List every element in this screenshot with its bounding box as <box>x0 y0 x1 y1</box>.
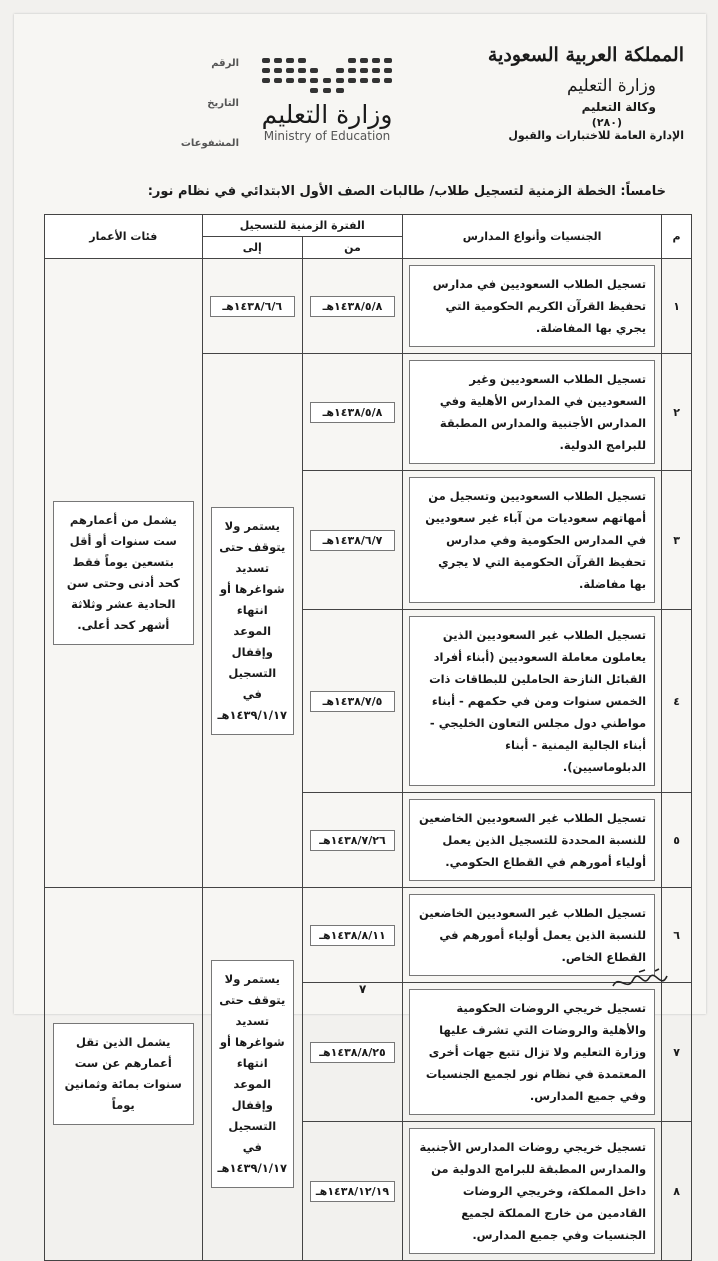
ministry-name: وزارة التعليم <box>567 76 656 96</box>
age-group-1: يشمل من أعمارهم ست سنوات أو أقل بتسعين يوماً فقط كحد أدنى وحتى سن الحادية عشر وثلاثة أشهر كحد أعلى. <box>53 501 194 645</box>
logo-english-text: Ministry of Education <box>263 129 391 143</box>
document-page <box>14 14 706 1242</box>
row-description: تسجيل الطلاب السعوديين في مدارس تحفيظ القرآن الكريم الحكومية التي يجري بها المفاضلة. <box>409 265 655 347</box>
row-description: تسجيل الطلاب غير السعوديين الخاضعين للنسبة المحددة للتسجيل الذين يعمل أولياء أمورهم في القطاع الحكومي. <box>409 799 655 881</box>
attachments-label: المشفوعات <box>180 138 239 149</box>
header-ages: فئات الأعمار <box>45 215 203 259</box>
date-label: التاريخ <box>207 98 239 109</box>
row-number: ١ <box>662 259 692 354</box>
continuous-note-1: يستمر ولا يتوقف حتى تسديد شواغرها أو انتهاء الموعد وإقفال التسجيل في ١٤٣٩/١/١٧هـ <box>211 507 294 735</box>
row-description: تسجيل الطلاب غير السعوديين الخاضعين للنسبة الذين يعمل أولياء أمورهم في القطاع الخاص. <box>409 894 655 976</box>
number-label: الرقم <box>211 58 239 69</box>
row-number: ٤ <box>662 610 692 793</box>
ministry-dots-icon <box>252 54 402 98</box>
row-number: ٦ <box>662 888 692 983</box>
agency-name: وكالة التعليم <box>581 100 656 114</box>
age-group-2: يشمل الذين تقل أعمارهم عن ست سنوات بمائة وثمانين يوماً <box>53 1023 194 1125</box>
header-period: الفترة الزمنية للتسجيل <box>202 215 402 237</box>
table-row <box>45 888 692 983</box>
date-from: ١٤٣٨/٧/٥هـ <box>310 691 395 712</box>
department-name: الإدارة العامة للاختبارات والقبول <box>508 129 684 142</box>
date-from: ١٤٣٨/٧/٢٦هـ <box>310 830 395 851</box>
row-description: تسجيل خريجي الروضات الحكومية والأهلية والروضات التي تشرف عليها وزارة التعليم ولا تزال تتبع جهات أخرى المعتمدة في نظام نور لجميع الجنسيات وفي جميع المدارس. <box>409 989 655 1115</box>
date-from: ١٤٣٨/١٢/١٩هـ <box>310 1181 395 1202</box>
row-number: ٣ <box>662 471 692 610</box>
section-title: خامساً: الخطة الزمنية لتسجيل طلاب/ طالبات الصف الأول الابتدائي في نظام نور: <box>147 184 666 199</box>
letterhead-left <box>149 58 239 178</box>
row-description: تسجيل الطلاب السعوديين وغير السعوديين في المدارس الأهلية وفي المدارس الأجنبية والمدارس المطبقة للبرامج الدولية. <box>409 360 655 464</box>
date-from: ١٤٣٨/٨/٢٥هـ <box>310 1042 395 1063</box>
row-description: تسجيل الطلاب غير السعوديين الذين يعاملون معاملة السعوديين (أبناء أفراد القبائل النازحة الحاملين للبطاقات ذات الخمس سنوات ومن في حكمهم - أبناء مواطني دول مجلس التعاون الخليجي - أبناء الجالية اليمنية - أبناء الدبلوماسيين). <box>409 616 655 786</box>
date-from: ١٤٣٨/٥/٨هـ <box>310 402 395 423</box>
continuous-note-2: يستمر ولا يتوقف حتى تسديد شواغرها أو انتهاء الموعد وإقفال التسجيل في ١٤٣٩/١/١٧هـ <box>211 960 294 1188</box>
table-row <box>45 259 692 354</box>
row-number: ٧ <box>662 983 692 1122</box>
header-from: من <box>303 237 403 259</box>
row-description: تسجيل الطلاب السعوديين وتسجيل من أمهاتهم سعوديات من آباء غير سعوديين في المدارس الحكومية وفي مدارس تحفيظ القرآن الحكومية التي لا يجري بها مفاضلة. <box>409 477 655 603</box>
ministry-logo <box>242 54 412 143</box>
header-to: إلى <box>202 237 302 259</box>
date-to: ١٤٣٨/٦/٦هـ <box>210 296 295 317</box>
row-number: ٥ <box>662 793 692 888</box>
date-from: ١٤٣٨/٦/٧هـ <box>310 530 395 551</box>
letterhead-right <box>488 44 684 142</box>
row-description: تسجيل خريجي روضات المدارس الأجنبية والمدارس المطبقة للبرامج الدولية من داخل المملكة، وخريجي الروضات القادمين من خارج المملكة لجميع الجنسيات وفي جميع المدارس. <box>409 1128 655 1254</box>
header-types: الجنسيات وأنواع المدارس <box>402 215 661 259</box>
department-code: (٢٨٠) <box>591 116 622 129</box>
signature-icon <box>609 966 679 996</box>
row-number: ٨ <box>662 1122 692 1261</box>
page-number: ٧ <box>359 982 367 996</box>
header-num: م <box>662 215 692 259</box>
kingdom-name: المملكة العربية السعودية <box>487 44 684 66</box>
row-number: ٢ <box>662 354 692 471</box>
date-from: ١٤٣٨/٥/٨هـ <box>310 296 395 317</box>
registration-plan-table <box>44 214 692 1261</box>
logo-arabic-text: وزارة التعليم <box>261 100 393 129</box>
date-from: ١٤٣٨/٨/١١هـ <box>310 925 395 946</box>
